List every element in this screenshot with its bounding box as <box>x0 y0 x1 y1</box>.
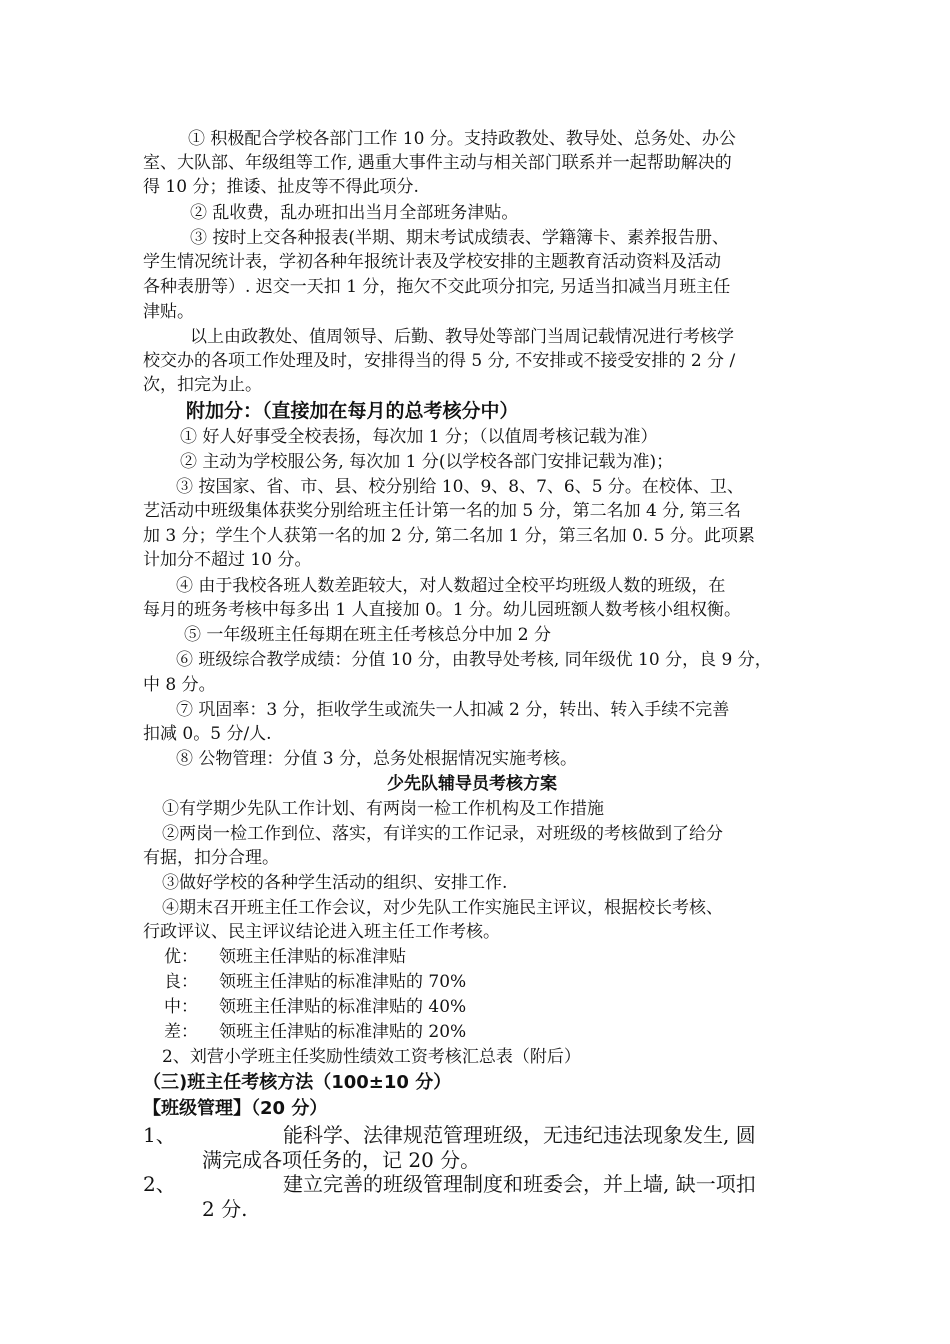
text-line: 加 3 分；学生个人获第一名的加 2 分, 第二名加 1 分，第三名加 0. 5 分。此项累 <box>143 526 755 546</box>
text-line: ② 乱收费，乱办班扣出当月全部班务津贴。 <box>190 203 519 223</box>
list-item-text: 建立完善的班级管理制度和班委会，并上墙, 缺一项扣 <box>283 1172 756 1196</box>
text-line: ④ 由于我校各班人数差距较大，对人数超过全校平均班级人数的班级，在 <box>176 576 726 596</box>
text-line: ①有学期少先队工作计划、有两岗一检工作机构及工作措施 <box>162 799 604 819</box>
text-line: ③ 按国家、省、市、县、校分别给 10、9、8、7、6、5 分。在校体、卫、 <box>176 477 744 497</box>
text-line: 津贴。 <box>143 302 194 322</box>
list-item-text: 能科学、法律规范管理班级，无违纪违法现象发生, 圆 <box>283 1123 756 1147</box>
grade-label: 良： <box>164 972 198 992</box>
text-line: 2、刘营小学班主任奖励性绩效工资考核汇总表（附后） <box>162 1047 581 1067</box>
text-line: 各种表册等）. 迟交一天扣 1 分，拖欠不交此项分扣完, 另适当扣减当月班主任 <box>143 277 731 297</box>
list-item-text: 2 分. <box>202 1197 248 1221</box>
text-line: 学生情况统计表，学初各种年报统计表及学校安排的主题教育活动资料及活动 <box>143 252 721 272</box>
grade-description: 领班主任津贴的标准津贴的 70% <box>219 972 467 992</box>
grade-description: 领班主任津贴的标准津贴 <box>219 947 406 967</box>
grade-label: 中： <box>164 997 198 1017</box>
text-line: ⑦ 巩固率：3 分，拒收学生或流失一人扣减 2 分，转出、转入手续不完善 <box>176 700 730 720</box>
grade-label: 优： <box>164 947 198 967</box>
text-line: ②两岗一检工作到位、落实，有详实的工作记录，对班级的考核做到了给分 <box>162 824 723 844</box>
list-number: 1、 <box>143 1123 176 1147</box>
text-line: 扣减 0。5 分/人. <box>143 724 272 744</box>
text-line: 计加分不超过 10 分。 <box>143 550 312 570</box>
section-heading: （三)班主任考核方法（100±10 分） <box>143 1072 452 1093</box>
text-line: ③做好学校的各种学生活动的组织、安排工作. <box>162 873 508 893</box>
text-line: 有据，扣分合理。 <box>143 848 279 868</box>
text-line: 以上由政教处、值周领导、后勤、教导处等部门当周记载情况进行考核学 <box>190 327 734 347</box>
text-line: ① 好人好事受全校表扬，每次加 1 分；（以值周考核记载为准） <box>180 427 658 447</box>
text-line: 次，扣完为止。 <box>143 375 262 395</box>
section-heading: 【班级管理】（20 分） <box>143 1098 328 1119</box>
list-number: 2、 <box>143 1172 176 1196</box>
section-title: 少先队辅导员考核方案 <box>387 774 557 794</box>
text-line: ⑤ 一年级班主任每期在班主任考核总分中加 2 分 <box>184 625 552 645</box>
text-line: 校交办的各项工作处理及时，安排得当的得 5 分, 不安排或不接受安排的 2 分 / <box>143 351 736 371</box>
list-item-text: 满完成各项任务的，记 20 分。 <box>202 1148 481 1172</box>
text-line: 艺活动中班级集体获奖分别给班主任计第一名的加 5 分，第二名加 4 分, 第三名 <box>143 501 742 521</box>
text-line: 得 10 分；推诿、扯皮等不得此项分. <box>143 177 419 197</box>
text-line: ③ 按时上交各种报表(半期、期末考试成绩表、学籍簿卡、素养报告册、 <box>190 228 730 248</box>
text-line: 中 8 分。 <box>143 675 216 695</box>
section-heading: 附加分：（直接加在每月的总考核分中） <box>186 400 519 422</box>
grade-description: 领班主任津贴的标准津贴的 40% <box>219 997 467 1017</box>
text-line: 行政评议、民主评议结论进入班主任工作考核。 <box>143 922 500 942</box>
text-line: 每月的班务考核中每多出 1 人直接加 0。1 分。幼儿园班额人数考核小组权衡。 <box>143 600 742 620</box>
grade-description: 领班主任津贴的标准津贴的 20% <box>219 1022 467 1042</box>
text-line: ① 积极配合学校各部门工作 10 分。支持政教处、教导处、总务处、办公 <box>188 129 736 149</box>
text-line: ⑧ 公物管理：分值 3 分，总务处根据情况实施考核。 <box>176 749 578 769</box>
text-line: ⑥ 班级综合教学成绩：分值 10 分，由教导处考核, 同年级优 10 分，良 9 分， <box>176 650 772 670</box>
text-line: ④期末召开班主任工作会议，对少先队工作实施民主评议，根据校长考核、 <box>162 898 723 918</box>
text-line: ② 主动为学校服公务, 每次加 1 分(以学校各部门安排记载为准)； <box>180 452 674 472</box>
grade-label: 差： <box>164 1022 198 1042</box>
text-line: 室、大队部、年级组等工作, 遇重大事件主动与相关部门联系并一起帮助解决的 <box>143 153 732 173</box>
